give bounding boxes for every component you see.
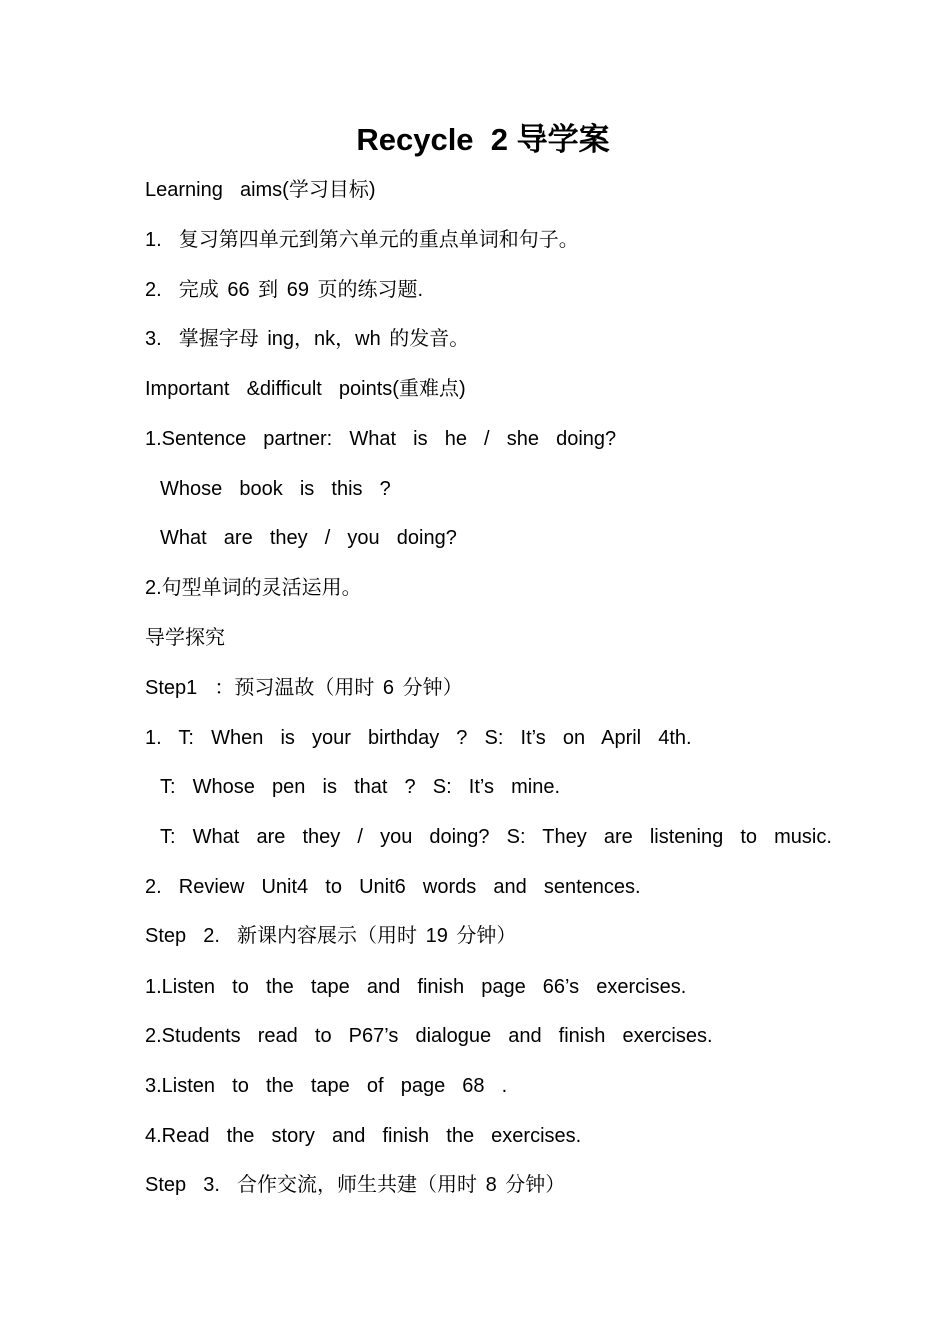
step-1-item-1-line-2: T: Whose pen is that ? S: It’s mine. xyxy=(160,776,561,798)
step-1-item-1-line-3: T: What are they / you doing? S: They are listening to music. xyxy=(160,826,832,848)
step-1-heading: Step1 ：预习温故（用时 6 分钟） xyxy=(145,677,463,699)
guided-study-heading: 导学探究 xyxy=(145,627,225,649)
key-point-item-1: 1.Sentence partner: What is he / she doing? xyxy=(145,428,617,450)
aim-item-3: 3. 掌握字母 ing，nk，wh 的发音。 xyxy=(145,328,470,350)
aim-item-1: 1. 复习第四单元到第六单元的重点单词和句子。 xyxy=(145,229,579,251)
step-2-item-2: 2.Students read to P67’s dialogue and finish exercises. xyxy=(145,1025,713,1047)
document-title: Recycle 2 导学案 xyxy=(356,122,610,157)
step-2-item-3: 3.Listen to the tape of page 68 . xyxy=(145,1075,508,1097)
step-1-item-2: 2. Review Unit4 to Unit6 words and sentences. xyxy=(145,876,641,898)
step-2-item-4: 4.Read the story and finish the exercises. xyxy=(145,1125,582,1147)
step-3-heading: Step 3. 合作交流，师生共建（用时 8 分钟） xyxy=(145,1174,566,1196)
key-point-item-2: 2.句型单词的灵活运用。 xyxy=(145,577,362,599)
step-1-item-1: 1. T: When is your birthday ? S: It’s on April 4th. xyxy=(145,727,692,749)
key-point-item-1-line-3: What are they / you doing? xyxy=(160,527,457,549)
step-2-item-1: 1.Listen to the tape and finish page 66’s exercises. xyxy=(145,976,687,998)
key-points-heading: Important &difficult points(重难点) xyxy=(145,378,466,400)
learning-aims-heading: Learning aims(学习目标) xyxy=(145,179,376,201)
step-2-heading: Step 2. 新课内容展示（用时 19 分钟） xyxy=(145,925,517,947)
aim-item-2: 2. 完成 66 到 69 页的练习题. xyxy=(145,279,424,301)
key-point-item-1-line-2: Whose book is this ? xyxy=(160,478,391,500)
